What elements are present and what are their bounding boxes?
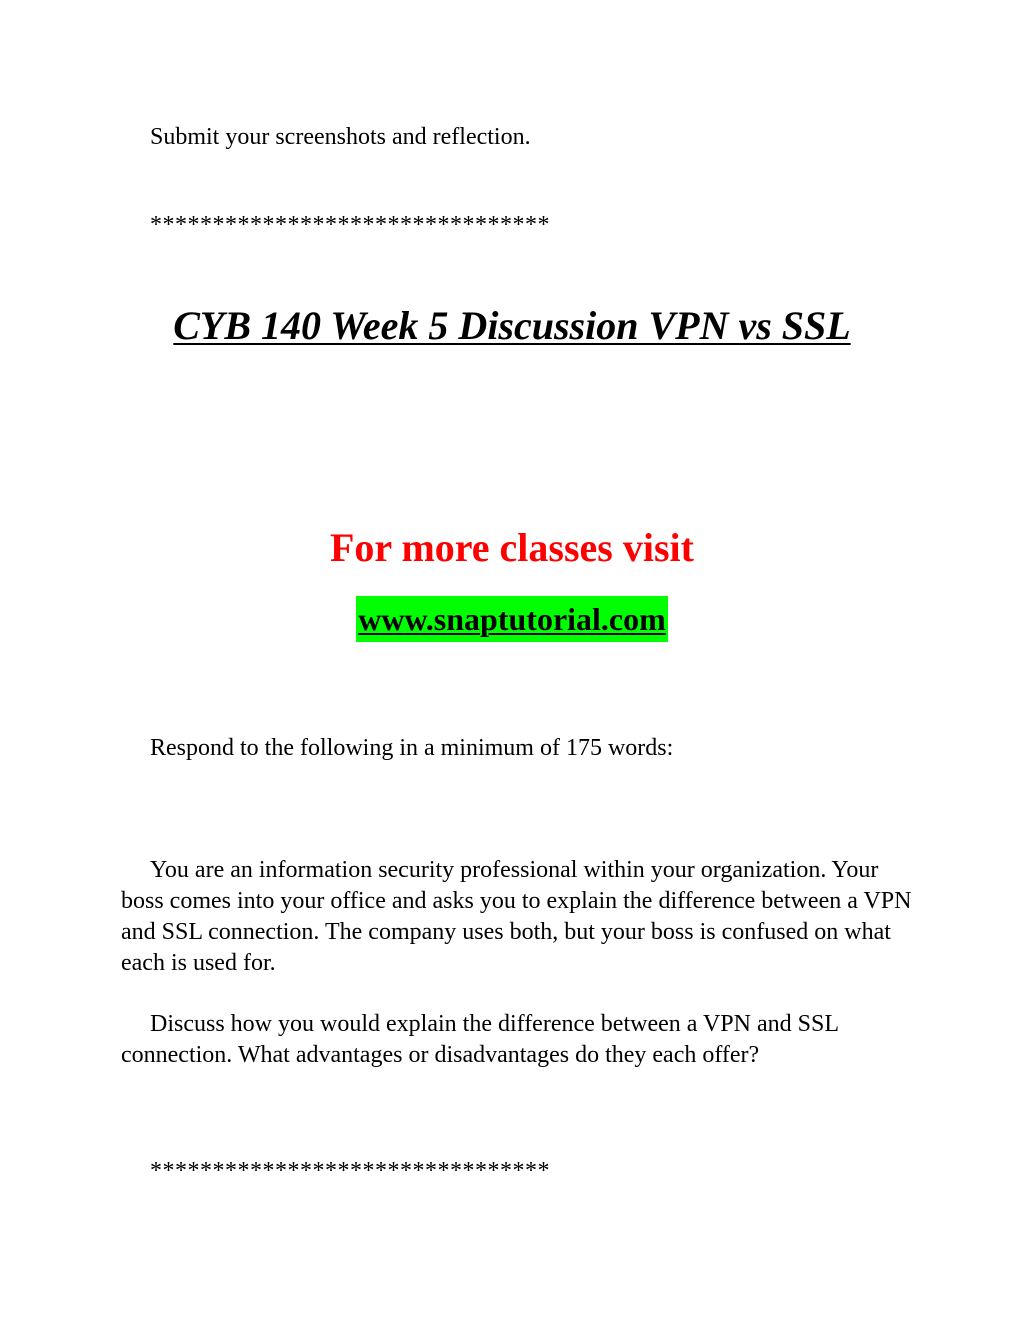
separator-top: ********************************	[150, 212, 550, 238]
promo-heading: For more classes visit	[329, 525, 694, 570]
page-title: CYB 140 Week 5 Discussion VPN vs SSL	[173, 303, 851, 348]
discussion-prompt-paragraph: Discuss how you would explain the difference between a VPN and SSL connection. What advantages or disadvantages do they each offer?	[121, 1011, 839, 1068]
promo-link[interactable]: www.snaptutorial.com	[356, 596, 668, 642]
scenario-paragraph: You are an information security professional within your organization. Your boss comes into your office and asks you to explain the difference between a VPN and SSL connection. The company uses both, but your boss is confused on what each is used for.	[121, 857, 912, 976]
separator-bottom: ********************************	[150, 1158, 550, 1184]
submit-instruction: Submit your screenshots and reflection.	[150, 124, 531, 150]
word-count-instruction: Respond to the following in a minimum of 175 words:	[150, 735, 674, 761]
promo-link-wrapper	[0, 596, 1024, 642]
